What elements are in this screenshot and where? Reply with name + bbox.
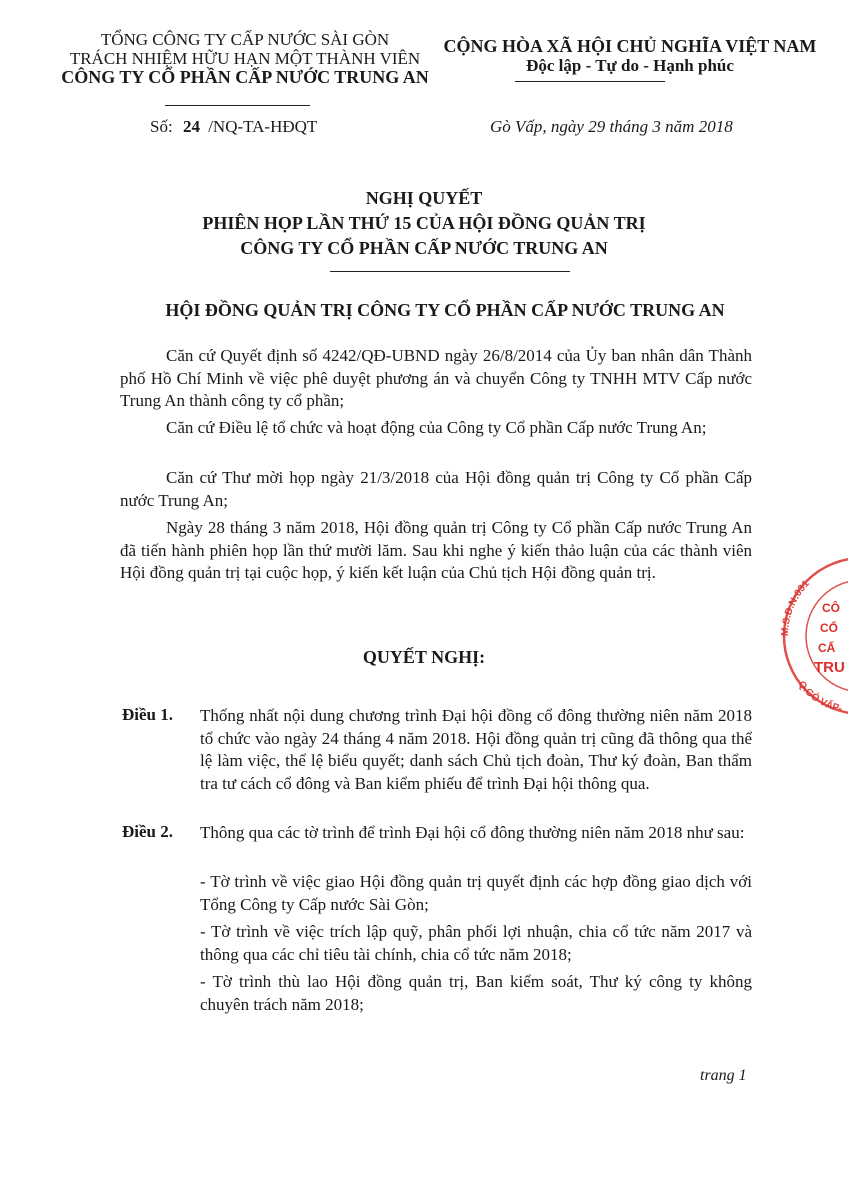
company-seal [770,556,848,716]
article-2-text: Thông qua các tờ trình để trình Đại hội cổ đông thường niên năm 2018 như sau: [200,823,745,842]
resolution-heading: QUYẾT NGHỊ: [362,647,486,667]
doc-number-suffix: /NQ-TA-HĐQT [208,117,318,136]
seal-line: TRU [814,659,845,676]
preamble-paragraph: Ngày 28 tháng 3 năm 2018, Hội đồng quản trị Công ty Cổ phần Cấp nước Trung An đã tiến hành phiên họp lần thứ mười lăm. Sau khi nghe ý kiến thảo luận của các thành viên Hội đồng quản trị tại cuộc họp, ý kiến kết luận của Chủ tịch Hội đồng quản trị. [120,518,752,582]
seal-line: CỔ [820,621,838,635]
company-seal-graphic [770,556,848,716]
article-2-bullet: - Tờ trình về việc giao Hội đồng quản trị quyết định các hợp đồng giao dịch với Tổng Công ty Cấp nước Sài Gòn; [200,872,752,914]
header-divider-left [165,105,310,106]
article-2-label: Điều 2. [122,822,173,841]
svg-text:Q.GÒ VẤP- [796,679,843,715]
article-1-label: Điều 1. [122,705,173,724]
place-and-date: Gò Vấp, ngày 29 tháng 3 năm 2018 [490,117,733,136]
parent-org-line2: TRÁCH NHIỆM HỮU HẠN MỘT THÀNH VIÊN [69,49,421,68]
preamble-paragraph: Căn cứ Điều lệ tổ chức và hoạt động của Công ty Cổ phần Cấp nước Trung An; [166,418,707,437]
national-header [430,36,830,76]
seal-ring-text: M.S.D.N:031 [779,578,812,637]
document-subtitle-line1: PHIÊN HỌP LẦN THỨ 15 CỦA HỘI ĐỒNG QUẢN TRỊ [202,213,646,233]
preamble-paragraph: Căn cứ Quyết định số 4242/QĐ-UBND ngày 26/8/2014 của Ủy ban nhân dân Thành phố Hồ Chí Minh về việc phê duyệt phương án và chuyển Công ty TNHH MTV Cấp nước Trung An thành công ty cổ phần; [120,346,752,410]
doc-number-value: 24 [182,117,200,136]
article-1-text: Thống nhất nội dung chương trình Đại hội đồng cổ đông thường niên năm 2018 tổ chức vào ngày 24 tháng 4 năm 2018. Hội đồng quản trị cũng đã thông qua thể lệ làm việc, thể lệ biểu quyết; danh sách Chủ tịch đoàn, Thư ký đoàn, Ban thẩm tra tư cách cổ đông và Ban kiểm phiếu để trình Đại hội thông qua. [200,706,752,793]
document-number [150,117,317,137]
preamble-paragraph: Căn cứ Thư mời họp ngày 21/3/2018 của Hội đồng quản trị Công ty Cổ phần Cấp nước Trung An; [120,468,752,510]
title-divider [330,271,570,272]
doc-number-prefix: Số: [150,117,173,136]
header-divider-right [515,81,665,82]
seal-bottom-text: Q.GÒ VẤP- [795,679,843,715]
parent-org-line1: TỔNG CÔNG TY CẤP NƯỚC SÀI GÒN [100,30,390,49]
company-name: CÔNG TY CỔ PHẦN CẤP NƯỚC TRUNG AN [61,67,429,87]
nation-motto: Độc lập - Tự do - Hạnh phúc [526,56,734,75]
seal-line: CẤ [818,641,836,655]
page-number: trang 1 [700,1067,747,1084]
organization-header [40,30,450,87]
article-2-bullet: - Tờ trình về việc trích lập quỹ, phân phối lợi nhuận, chia cổ tức năm 2017 và thông qua các chỉ tiêu tài chính, chia cổ tức năm 2018; [200,922,752,964]
document-subtitle-line2: CÔNG TY CỔ PHẦN CẤP NƯỚC TRUNG AN [240,238,608,258]
issuing-body-heading: HỘI ĐỒNG QUẢN TRỊ CÔNG TY CỔ PHẦN CẤP NƯỚC TRUNG AN [165,300,725,320]
article-2-bullet: - Tờ trình thù lao Hội đồng quản trị, Ban kiểm soát, Thư ký công ty không chuyên trách năm 2018; [200,972,752,1014]
document-title: NGHỊ QUYẾT [365,188,483,208]
nation-name: CỘNG HÒA XÃ HỘI CHỦ NGHĨA VIỆT NAM [443,36,817,56]
seal-line: CÔ [822,601,840,615]
